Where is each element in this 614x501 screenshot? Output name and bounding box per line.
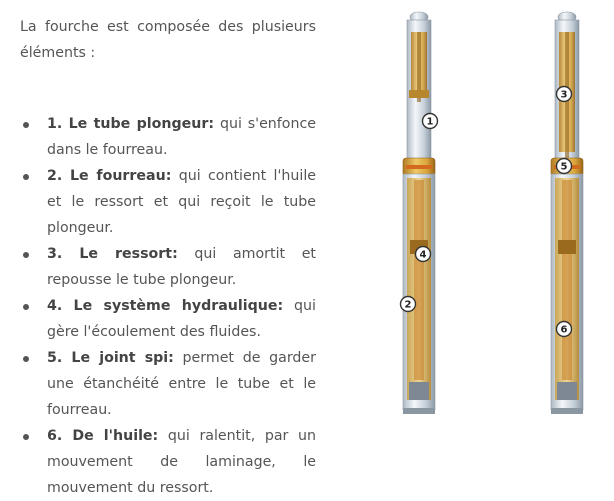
callout-badge (401, 297, 416, 312)
item-description: qui ralentit, par un mouvement de laminage, le mouvement du ressort. (47, 428, 317, 496)
callout-badge (423, 114, 438, 129)
item-title: 6. De l'huile: (47, 428, 159, 444)
item-title: 5. Le joint spi: (47, 350, 174, 366)
list-item (20, 345, 316, 423)
fork-diagram (390, 10, 614, 416)
item-title: 3. Le ressort: (47, 246, 178, 262)
list-item (20, 423, 316, 501)
callout-badge (416, 247, 431, 262)
list-item (20, 111, 316, 163)
item-description: permet de garder une étanchéité entre le tube et le fourreau. (47, 350, 316, 418)
callout-label: 2 (404, 299, 412, 311)
callout-label: 3 (560, 89, 568, 101)
item-title: 2. Le fourreau: (47, 168, 172, 184)
list-item (20, 241, 316, 293)
left-fork (403, 12, 435, 414)
callout-label: 1 (426, 116, 434, 128)
item-title: 1. Le tube plongeur: (47, 116, 215, 132)
item-description: qui amortit et repousse le tube plongeur. (47, 246, 316, 288)
fork-cutaway-illustration (390, 10, 614, 416)
callout-badge (557, 87, 572, 102)
item-description: qui gère l'écoulement des fluides. (47, 298, 316, 340)
callout-label: 6 (560, 324, 568, 336)
right-fork (551, 12, 583, 414)
callout-label: 5 (560, 161, 568, 173)
callout-label: 4 (419, 249, 427, 261)
item-description: qui s'enfonce dans le fourreau. (47, 116, 316, 158)
callout-badge (557, 159, 572, 174)
item-title: 4. Le système hydraulique: (47, 298, 284, 314)
list-item (20, 293, 316, 345)
callout-badge (557, 322, 572, 337)
parts-list (20, 111, 316, 501)
description-text (20, 14, 316, 501)
list-item (20, 163, 316, 241)
intro-paragraph: La fourche est composée des plusieurs éléments : (20, 19, 316, 61)
item-description: qui contient l'huile et le ressort et qui reçoit le tube plongeur. (47, 168, 316, 236)
